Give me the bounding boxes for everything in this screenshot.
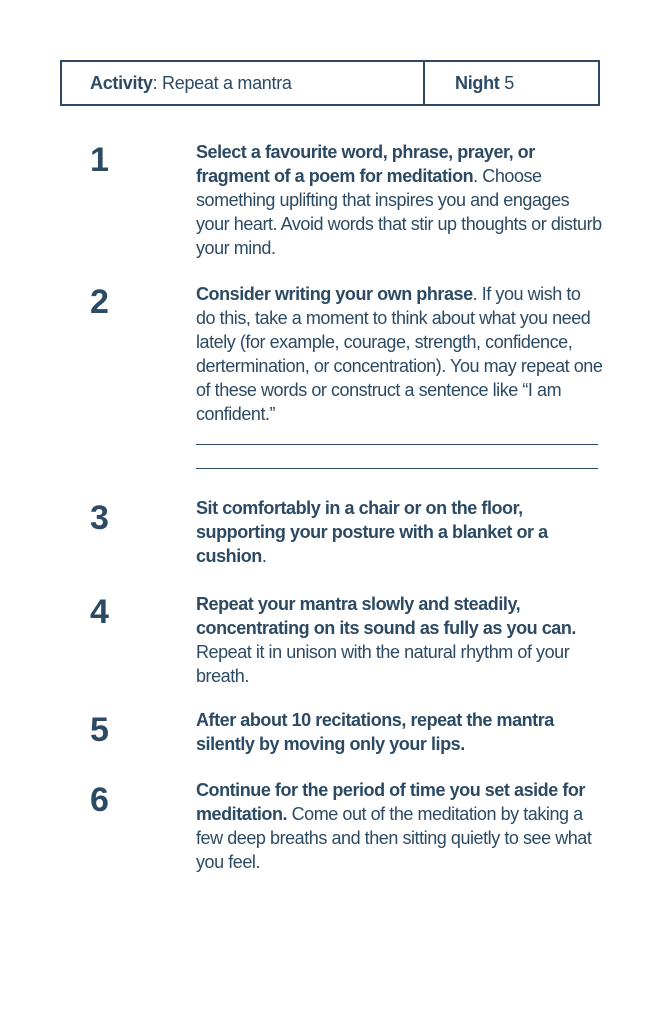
step-body-text: . bbox=[261, 546, 267, 566]
step-text bbox=[196, 708, 604, 756]
step-number: 3 bbox=[90, 499, 109, 537]
activity-cell bbox=[62, 62, 425, 104]
activity-label: Activity bbox=[90, 72, 153, 93]
step-number: 1 bbox=[90, 141, 109, 179]
activity-separator: : bbox=[152, 72, 163, 93]
step-body-text: . Choose something uplifting that inspires you and engages your heart. Avoid words that stir up thoughts or disturb your mind. bbox=[196, 166, 602, 258]
step-text bbox=[196, 496, 604, 568]
step-body-text: . If you wish to do this, take a moment to think about what you need lately (for example, courage, strength, confidence, dertermination, or concentration). You may repeat one of these words or construct a sentence like “I am confident.” bbox=[196, 284, 603, 424]
step-body-text: Come out of the meditation by taking a few deep breaths and then sitting quietly to see what you feel. bbox=[196, 804, 592, 872]
step-number: 2 bbox=[90, 283, 109, 321]
step-body-text: Repeat it in unison with the natural rhythm of your breath. bbox=[196, 642, 570, 686]
activity-value: Repeat a mantra bbox=[162, 72, 292, 93]
night-label: Night bbox=[455, 72, 500, 93]
night-cell bbox=[425, 62, 598, 104]
step-number: 6 bbox=[90, 781, 109, 819]
step-number: 5 bbox=[90, 711, 109, 749]
write-in-line[interactable] bbox=[196, 468, 598, 469]
step-bold-text: After about 10 recitations, repeat the mantra silently by moving only your lips. bbox=[196, 710, 554, 754]
step-text bbox=[196, 592, 604, 688]
night-value: 5 bbox=[504, 72, 514, 93]
step-number: 4 bbox=[90, 593, 109, 631]
step-text bbox=[196, 282, 604, 426]
step-text bbox=[196, 778, 604, 874]
step-text bbox=[196, 140, 604, 260]
step-bold-text: Continue for the period of time you set aside for meditation. bbox=[196, 780, 585, 824]
step-bold-text: Consider writing your own phrase bbox=[196, 284, 473, 304]
step-bold-text: Repeat your mantra slowly and steadily, concentrating on its sound as fully as you can. bbox=[196, 594, 576, 638]
activity-header bbox=[60, 60, 600, 106]
step-bold-text: Select a favourite word, phrase, prayer, or fragment of a poem for meditation bbox=[196, 142, 535, 186]
step-bold-text: Sit comfortably in a chair or on the floor, supporting your posture with a blanket or a cushion bbox=[196, 498, 548, 566]
write-in-line[interactable] bbox=[196, 444, 598, 445]
